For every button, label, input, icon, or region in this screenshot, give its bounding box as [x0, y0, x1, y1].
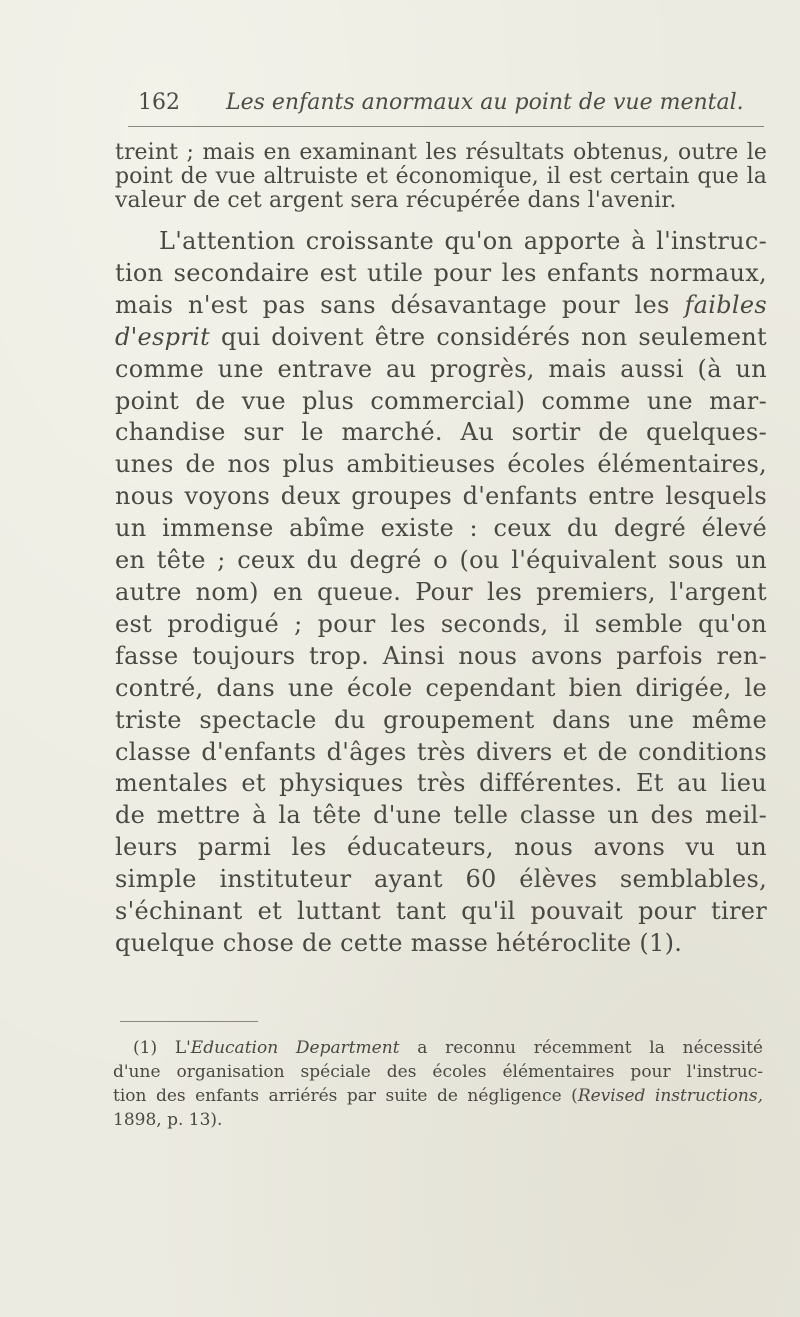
paragraph-2 — [115, 226, 767, 960]
text-line: s'échinant et luttant tant qu'il pouvait pour tirer — [115, 897, 767, 926]
page-header — [128, 88, 764, 128]
text-line: est prodigué ; pour les seconds, il semble qu'on — [115, 609, 767, 638]
text-line: leurs parmi les éducateurs, nous avons vu un — [115, 833, 767, 862]
text-line: fasse toujours trop. Ainsi nous avons parfois ren- — [115, 641, 767, 670]
text-line: de mettre à la tête d'une telle classe un des meil- — [115, 801, 767, 830]
text-line: tion secondaire est utile pour les enfants normaux, — [115, 258, 767, 287]
text-line: triste spectacle du groupement dans une même — [115, 705, 767, 734]
text-line: contré, dans une école cependant bien dirigée, le — [115, 673, 767, 702]
text-line — [115, 322, 767, 354]
text-line: autre nom) en queue. Pour les premiers, l'argent — [115, 577, 767, 606]
page-number: 162 — [138, 90, 180, 115]
text-line: en tête ; ceux du degré o (ou l'équivalent sous un — [115, 546, 767, 575]
text-line: nous voyons deux groupes d'enfants entre lesquels — [115, 482, 767, 511]
body-text — [115, 141, 767, 960]
italic-term: Education Department — [190, 1038, 400, 1058]
running-title: Les enfants anormaux au point de vue mental. — [226, 90, 744, 115]
footnote-line: 1898, p. 13). — [113, 1110, 223, 1130]
text-line: unes de nos plus ambitieuses écoles élémentaires, — [115, 450, 767, 479]
footnote — [113, 1036, 763, 1132]
italic-term: d'esprit — [115, 322, 211, 351]
text-line: point de vue plus commercial) comme une mar- — [115, 386, 767, 415]
header-rule — [128, 126, 764, 127]
text-line: valeur de cet argent sera récupérée dans l'avenir. — [115, 189, 677, 213]
text-line: un immense abîme existe : ceux du degré élevé — [115, 514, 767, 543]
footnote-line — [113, 1084, 763, 1108]
text-line — [115, 290, 767, 322]
footnote-marker: (1) L' — [133, 1038, 191, 1058]
text-line: classe d'enfants d'âges très divers et de conditions — [115, 737, 767, 766]
italic-term: Revised instructions, — [577, 1086, 763, 1106]
text-line: simple instituteur ayant 60 élèves semblables, — [115, 865, 767, 894]
text-line: chandise sur le marché. Au sortir de quelques- — [115, 418, 767, 447]
text-line: point de vue altruiste et économique, il est certain que la — [115, 165, 767, 189]
footnote-line: d'une organisation spéciale des écoles élémentaires pour l'instruc- — [113, 1062, 763, 1082]
text-fragment: mais n'est pas sans désavantage pour les — [115, 290, 685, 319]
text-fragment: a reconnu récemment la nécessité — [399, 1038, 763, 1058]
text-line: comme une entrave au progrès, mais aussi (à un — [115, 354, 767, 383]
footnote-line — [133, 1036, 763, 1060]
text-fragment: tion des enfants arriérés par suite de négligence ( — [113, 1086, 578, 1106]
text-line: treint ; mais en examinant les résultats obtenus, outre le — [115, 141, 767, 165]
footnote-rule — [120, 1021, 258, 1022]
text-line: mentales et physiques très différentes. Et au lieu — [115, 769, 767, 798]
text-fragment: qui doivent être considérés non seulement — [210, 322, 767, 351]
text-line: L'attention croissante qu'on apporte à l'instruc- — [159, 227, 767, 255]
text-line: quelque chose de cette masse hétéroclite (1). — [115, 928, 683, 957]
italic-term: faibles — [684, 290, 767, 319]
paragraph-1 — [115, 141, 767, 213]
